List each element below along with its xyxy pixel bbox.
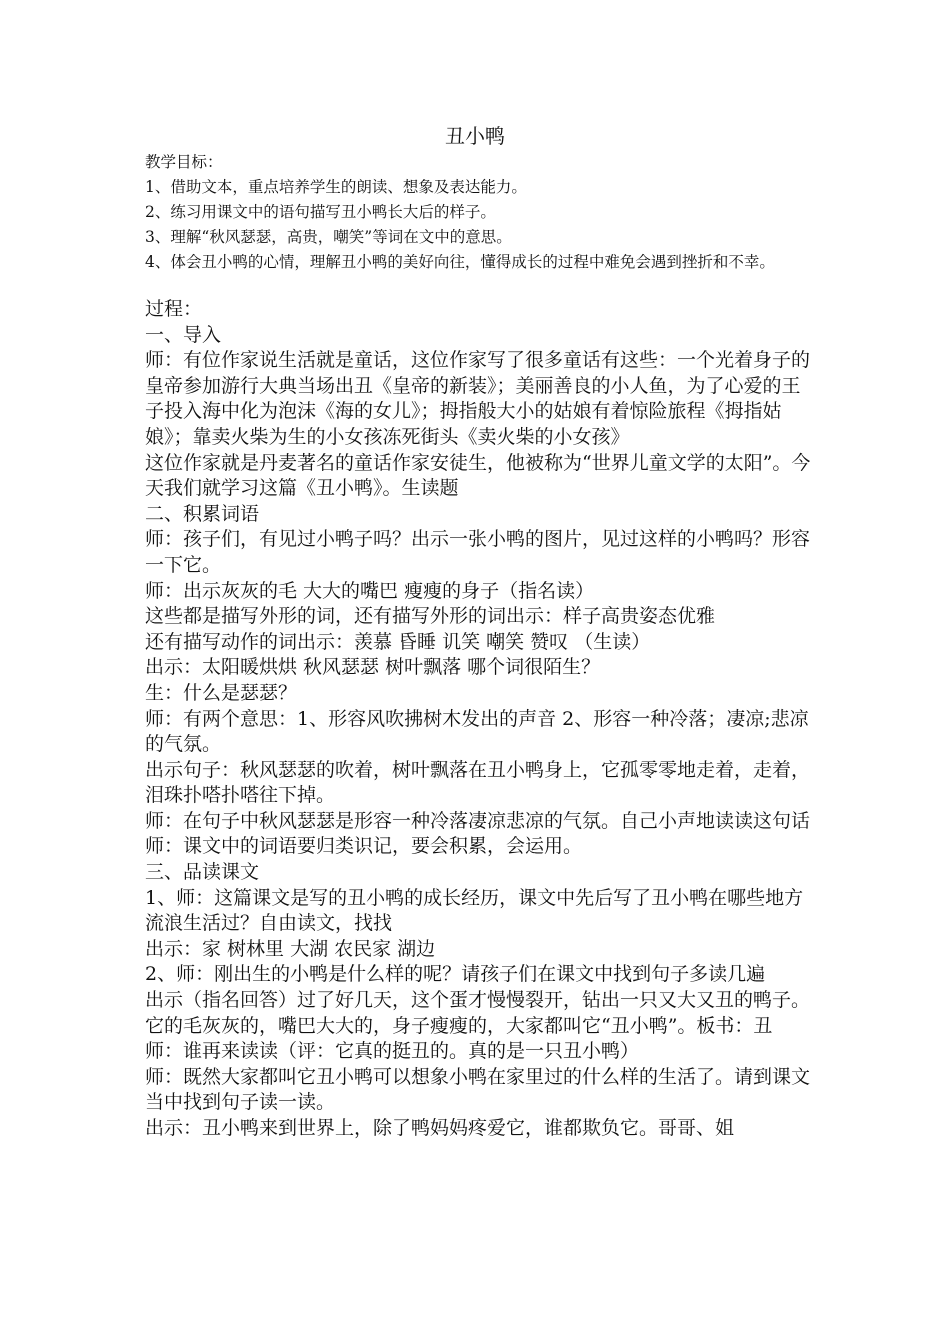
paragraph: 师：孩子们，有见过小鸭子吗？出示一张小鸭的图片，见过这样的小鸭吗？形容一下它。 — [145, 528, 811, 576]
objective-item: 2、练习用课文中的语句描写丑小鸭长大后的样子。 — [145, 203, 496, 221]
section-heading-reading: 三、品读课文 — [145, 861, 260, 884]
paragraph: 2、师：刚出生的小鸭是什么样的呢？请孩子们在课文中找到句子多读几遍 — [145, 963, 766, 986]
objective-item: 1、借助文本，重点培养学生的朗读、想象及表达能力。 — [145, 178, 527, 196]
paragraph: 还有描写动作的词出示：羡慕 昏睡 讥笑 嘲笑 赞叹 （生读） — [145, 630, 651, 653]
paragraph: 师：谁再来读读（评：它真的挺丑的。真的是一只丑小鸭） — [145, 1040, 640, 1063]
paragraph: 这些都是描写外形的词，还有描写外形的词出示：样子高贵姿态优雅 — [145, 605, 716, 628]
section-heading-vocabulary: 二、积累词语 — [145, 502, 260, 525]
paragraph: 出示句子：秋风瑟瑟的吹着，树叶飘落在丑小鸭身上，它孤零零地走着，走着，泪珠扑嗒扑嗒往下掉。 — [145, 758, 811, 807]
paragraph: 出示：太阳暖烘烘 秋风瑟瑟 树叶飘落 哪个词很陌生？ — [145, 656, 601, 679]
paragraph: 出示（指名回答）过了好几天，这个蛋才慢慢裂开，钻出一只又大又丑的鸭子。它的毛灰灰的，嘴巴大大的，身子瘦瘦的，大家都叫它“丑小鸭”。板书：丑 — [145, 989, 811, 1037]
objective-item: 3、理解“秋风瑟瑟，高贵，嘲笑”等词在文中的意思。 — [145, 228, 512, 246]
objective-item: 4、体会丑小鸭的心情，理解丑小鸭的美好向往，懂得成长的过程中难免会遇到挫折和不幸。 — [145, 253, 775, 271]
paragraph: 生：什么是瑟瑟？ — [145, 681, 298, 704]
paragraph: 师：有两个意思：1、形容风吹拂树木发出的声音 2、形容一种冷落；凄凉;悲凉的气氛。 — [145, 707, 809, 756]
paragraph: 师：出示灰灰的毛 大大的嘴巴 瘦瘦的身子（指名读） — [145, 579, 595, 602]
process-heading: 过程： — [145, 298, 203, 320]
objectives-heading: 教学目标： — [145, 153, 223, 171]
paragraph: 出示：丑小鸭来到世界上，除了鸭妈妈疼爱它，谁都欺负它。哥哥、姐 — [145, 1117, 735, 1139]
paragraph: 1、师：这篇课文是写的丑小鸭的成长经历，课文中先后写了丑小鸭在哪些地方流浪生活过？自由读文，找找 — [145, 886, 804, 935]
paragraph: 师：在句子中秋风瑟瑟是形容一种冷落凄凉悲凉的气氛。自己小声地读读这句话 — [145, 809, 811, 832]
process-section — [145, 297, 815, 1142]
document-title: 丑小鸭 — [445, 124, 505, 148]
paragraph: 师：既然大家都叫它丑小鸭可以想象小鸭在家里过的什么样的生活了。请到课文当中找到句子读一读。 — [145, 1065, 811, 1114]
paragraph: 师：有位作家说生活就是童话，这位作家写了很多童话有这些：一个光着身子的皇帝参加游行大典当场出丑《皇帝的新装》；美丽善良的小人鱼，为了心爱的王子投入海中化为泡沫《海的女儿》；拇指般大小的姑娘有着惊险旅程《拇指姑娘》；靠卖火柴为生的小女孩冻死街头《卖火柴的小女孩》 — [145, 349, 811, 448]
section-heading-intro: 一、导入 — [145, 323, 222, 346]
paragraph: 这位作家就是丹麦著名的童话作家安徒生，他被称为“世界儿童文学的太阳”。今天我们就学习这篇《丑小鸭》。生读题 — [145, 451, 811, 500]
objectives-section — [145, 150, 815, 275]
paragraph: 师：课文中的词语要归类识记，要会积累，会运用。 — [145, 835, 583, 858]
paragraph: 出示：家 树林里 大湖 农民家 湖边 — [145, 937, 436, 960]
